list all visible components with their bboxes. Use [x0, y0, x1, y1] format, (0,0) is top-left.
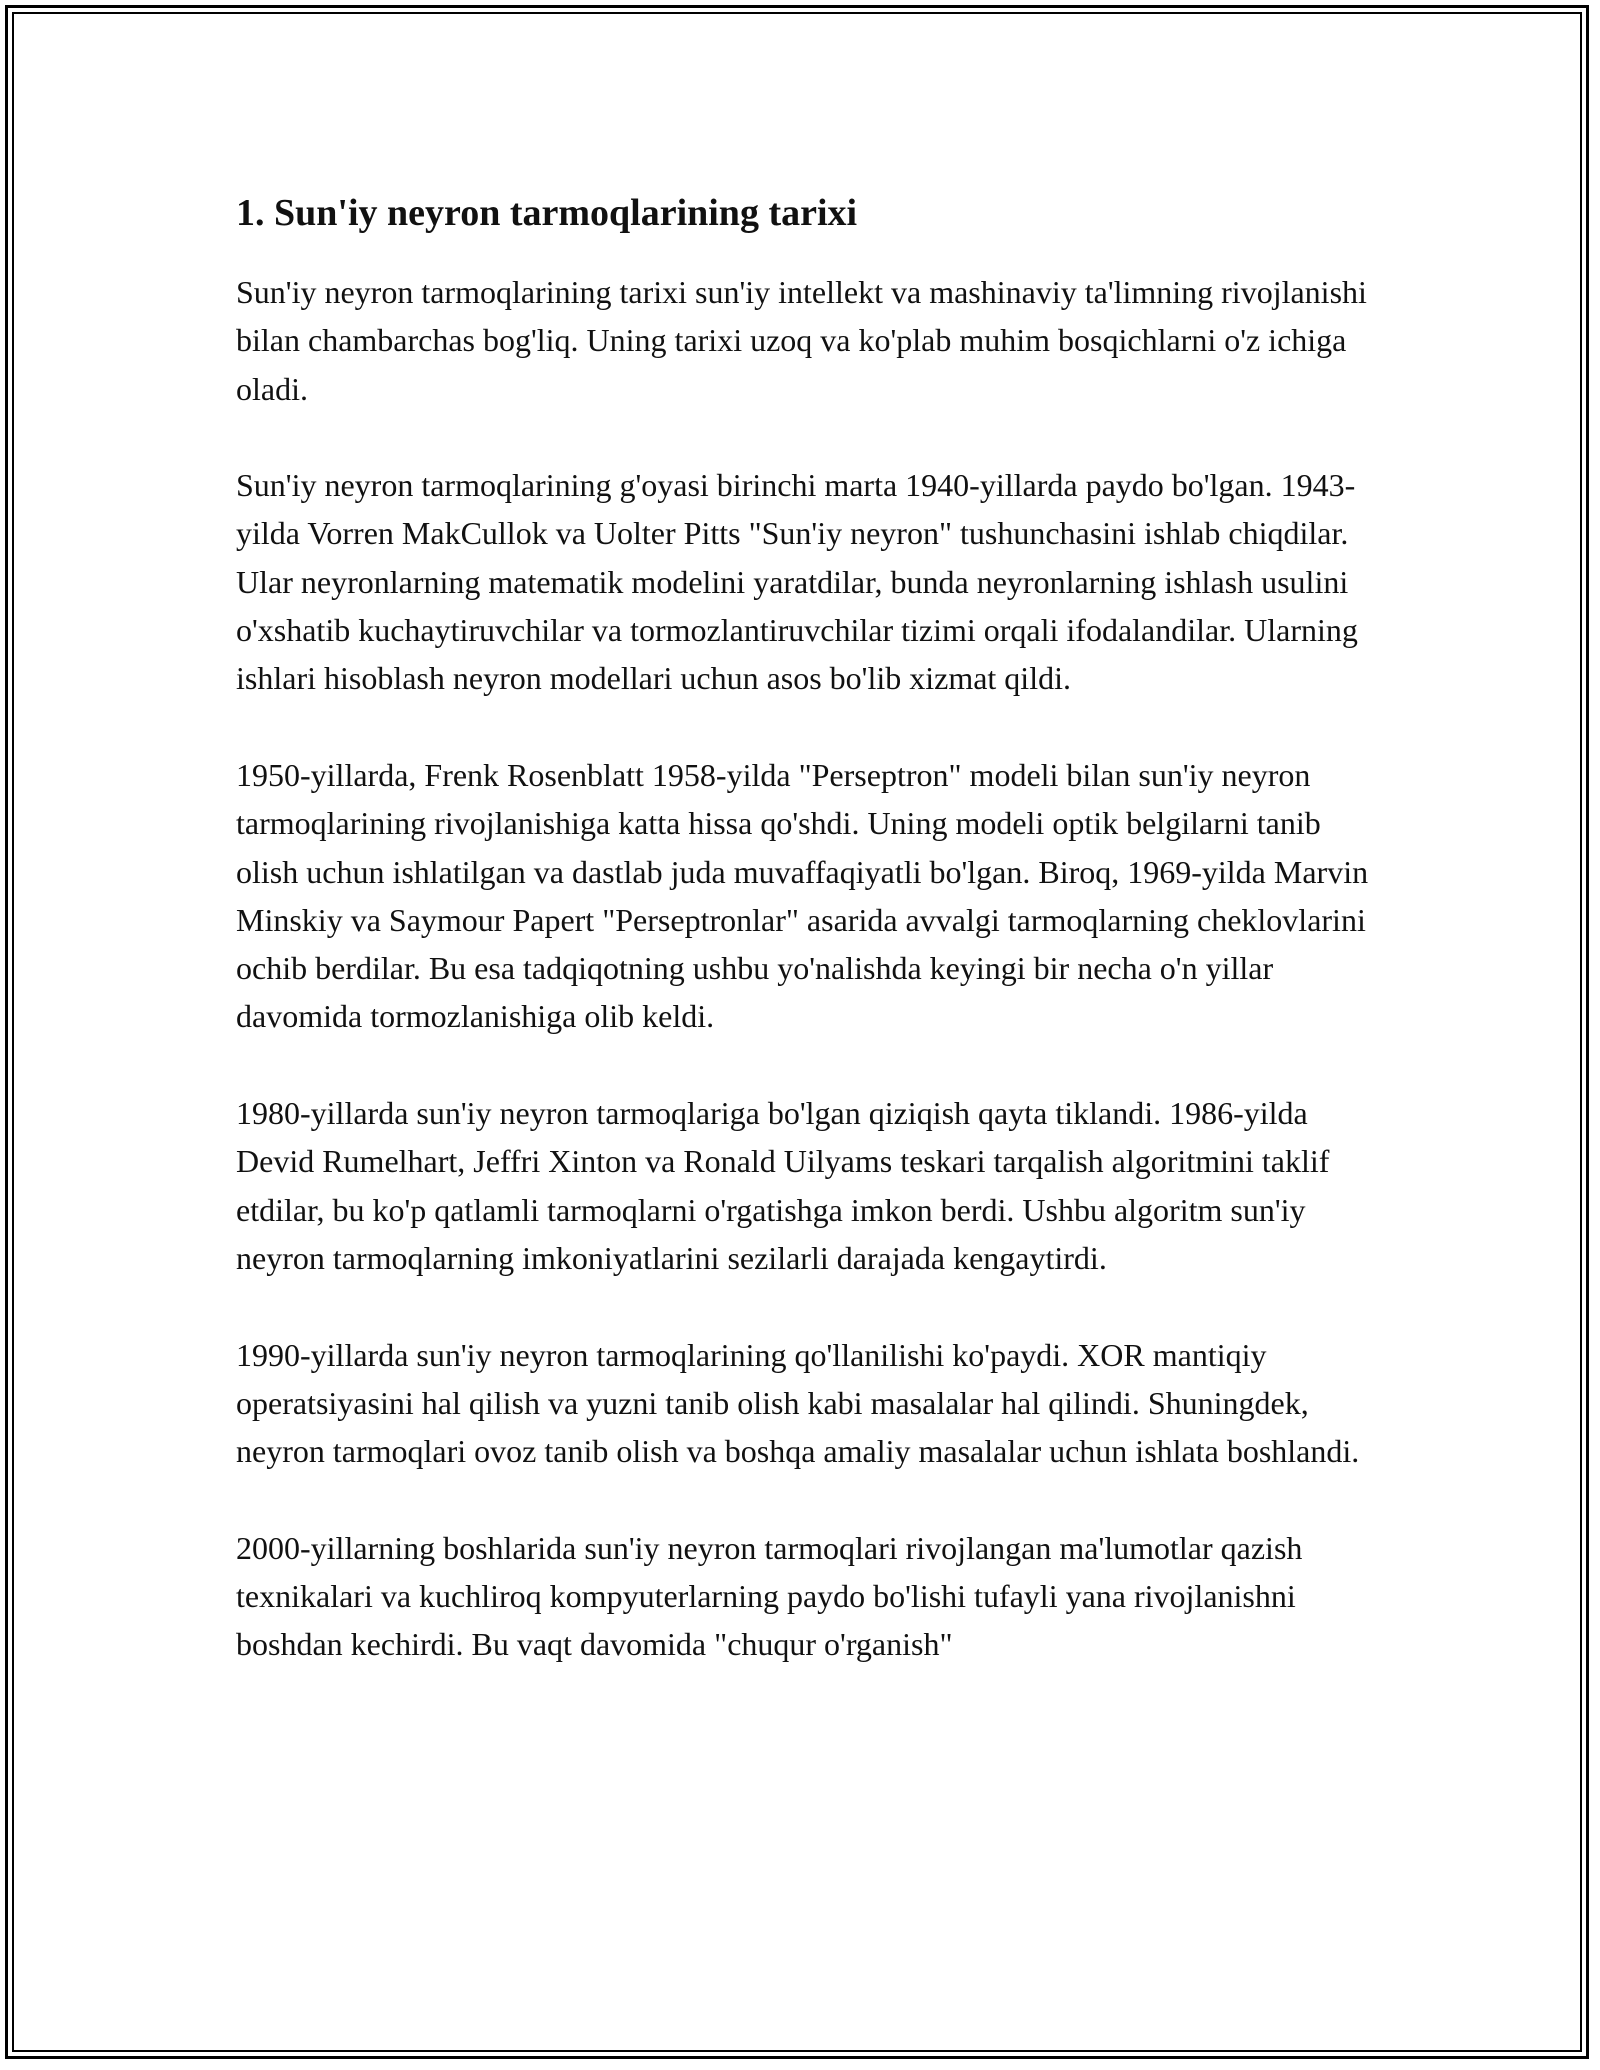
document-body [236, 186, 1371, 1717]
paragraph-2000s: 2000-yillarning boshlarida sun'iy neyron tarmoqlari rivojlangan ma'lumotlar qazish texnikalari va kuchliroq kompyuterlarning paydo bo'lishi tufayli yana rivojlanishni boshdan kechirdi. Bu vaqt davomida "chuqur o'rganish" [236, 1529, 1303, 1663]
paragraph-1990s: 1990-yillarda sun'iy neyron tarmoqlarining qo'llanilishi ko'paydi. XOR mantiqiy operatsiyasini hal qilish va yuzni tanib olish kabi masalalar hal qilindi. Shuningdek, neyron tarmoqlari ovoz tanib olish va boshqa amaliy masalalar uchun ishlata boshlandi. [236, 1336, 1360, 1470]
paragraph-1950s: 1950-yillarda, Frenk Rosenblatt 1958-yilda "Perseptron" modeli bilan sun'iy neyron tarmoqlarining rivojlanishiga katta hissa qo'shdi. Uning modeli optik belgilarni tanib olish uchun ishlatilgan va dastlab juda muvaffaqiyatli bo'lgan. Biroq, 1969-yilda Marvin Minskiy va Saymour Papert "Perseptronlar" asarida avvalgi tarmoqlarning cheklovlarini ochib berdilar. Bu esa tadqiqotning ushbu yo'nalishda keyingi bir necha o'n yillar davomida tormozlanishiga olib keldi. [236, 756, 1369, 1035]
paragraph-1940s: Sun'iy neyron tarmoqlarining g'oyasi birinchi marta 1940-yillarda paydo bo'lgan. 1943-yilda Vorren MakCullok va Uolter Pitts "Sun'iy neyron" tushunchasini ishlab chiqdilar. Ular neyronlarning matematik modelini yaratdilar, bunda neyronlarning ishlash usulini o'xshatib kuchaytiruvchilar va tormozlantiruvchilar tizimi orqali ifodalandilar. Ularning ishlari hisoblash neyron modellari uchun asos bo'lib xizmat qildi. [236, 467, 1358, 697]
paragraph-intro: Sun'iy neyron tarmoqlarining tarixi sun'iy intellekt va mashinaviy ta'limning rivojlanishi bilan chambarchas bog'liq. Uning tarixi uzoq va ko'plab muhim bosqichlarni o'z ichiga oladi. [236, 274, 1367, 407]
paragraph-1980s: 1980-yillarda sun'iy neyron tarmoqlariga bo'lgan qiziqish qayta tiklandi. 1986-yilda Devid Rumelhart, Jeffri Xinton va Ronald Uilyams teskari tarqalish algoritmini taklif etdilar, bu ko'p qatlamli tarmoqlarni o'rgatishga imkon berdi. Ushbu algoritm sun'iy neyron tarmoqlarning imkoniyatlarini sezilarli darajada kengaytirdi. [236, 1095, 1330, 1276]
section-heading: 1. Sun'iy neyron tarmoqlarining tarixi [236, 192, 858, 234]
